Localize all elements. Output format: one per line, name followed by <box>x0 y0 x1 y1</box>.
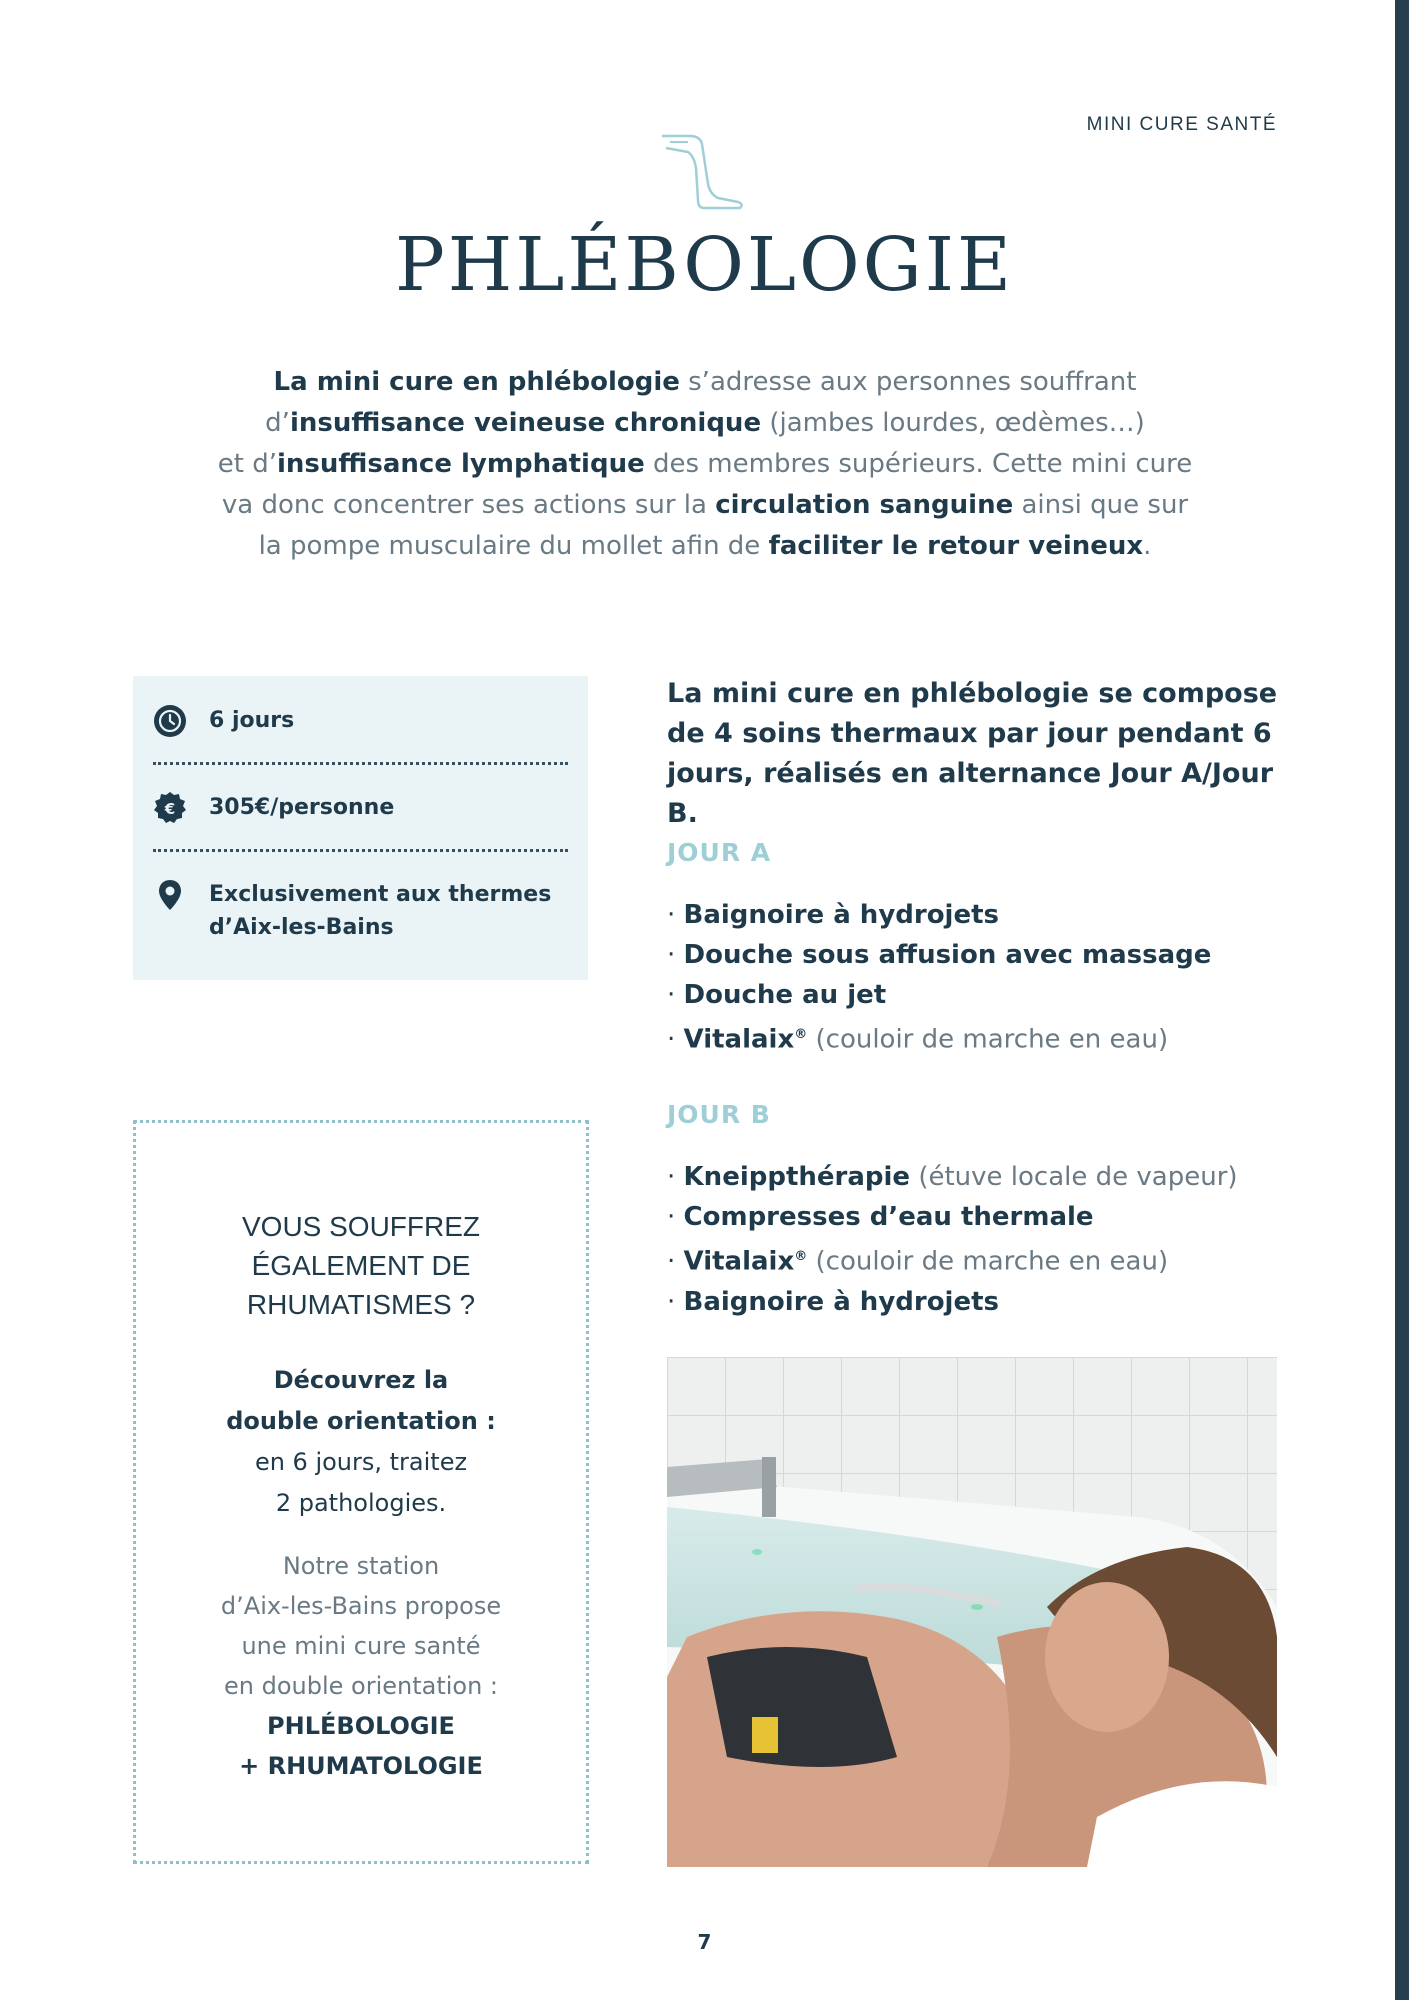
intro-line: la pompe musculaire du mollet afin de faciliter le retour veineux. <box>258 531 1152 561</box>
section-label: MINI CURE SANTÉ <box>1086 114 1277 135</box>
duration-text: 6 jours <box>209 708 295 733</box>
day-a-list <box>667 895 1307 1060</box>
list-item: · Baignoire à hydrojets <box>667 1286 1000 1317</box>
page-number: 7 <box>697 1930 712 1954</box>
list-item: · Douche au jet <box>667 980 887 1010</box>
location-text: Exclusivement aux thermes d’Aix-les-Bains <box>209 882 552 940</box>
euro-badge-icon <box>153 791 187 825</box>
list-item: · Compresses d’eau thermale <box>667 1202 1094 1232</box>
promo-discover: Découvrez la double orientation : en 6 jours, traitez 2 pathologies. <box>226 1366 496 1517</box>
duration-row <box>153 704 568 738</box>
promo-heading: VOUS SOUFFREZ ÉGALEMENT DE RHUMATISMES ? <box>241 1211 480 1320</box>
location-pin-icon <box>153 878 187 912</box>
list-item: · Vitalaix® (couloir de marche en eau) <box>667 1024 1169 1055</box>
clock-icon <box>153 704 187 738</box>
info-box <box>133 676 588 980</box>
day-b-list <box>667 1157 1307 1322</box>
price-row <box>153 791 568 825</box>
page-title: PHLÉBOLOGIE <box>394 222 1015 308</box>
promo-station: Notre station d’Aix-les-Bains propose une mini cure santé en double orientation : PHLÉBOLOGIE + RHUMATOLOGIE <box>220 1552 502 1780</box>
price-text: 305€/personne <box>209 795 395 820</box>
leg-icon <box>660 128 744 214</box>
list-item: · Baignoire à hydrojets <box>667 900 1000 930</box>
compose-text: La mini cure en phlébologie se compose de 4 soins thermaux par jour pendant 6 jours, réalisés en alternance Jour A/Jour B. <box>667 678 1278 829</box>
location-row <box>153 878 568 944</box>
list-item: · Vitalaix® (couloir de marche en eau) <box>667 1246 1169 1277</box>
dotted-divider <box>153 762 568 765</box>
list-item: · Kneippthérapie (étuve locale de vapeur) <box>667 1162 1238 1192</box>
hydrojet-bath-photo <box>667 1357 1277 1867</box>
svg-text:€: € <box>164 800 176 818</box>
day-b-title: JOUR B <box>667 1100 771 1129</box>
intro-line: et d’insuffisance lymphatique des membres supérieurs. Cette mini cure <box>217 449 1193 479</box>
intro-line: d’insuffisance veineuse chronique (jambes lourdes, œdèmes…) <box>265 408 1145 438</box>
list-item: · Douche sous affusion avec massage <box>667 940 1212 970</box>
intro-line: La mini cure en phlébologie s’adresse aux personnes souffrant <box>273 367 1137 397</box>
intro-paragraph <box>170 362 1240 567</box>
promo-box <box>133 1120 589 1864</box>
intro-line: va donc concentrer ses actions sur la circulation sanguine ainsi que sur <box>221 490 1189 520</box>
day-a-title: JOUR A <box>667 838 772 867</box>
dotted-divider <box>153 849 568 852</box>
